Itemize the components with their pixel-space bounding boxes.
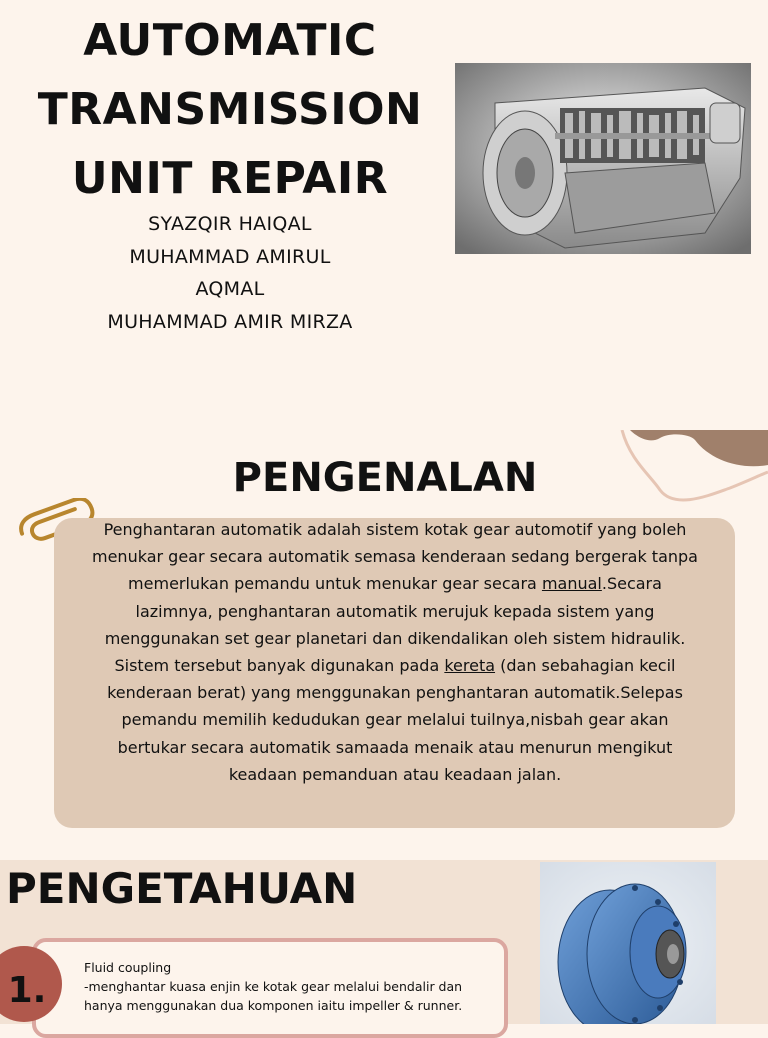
decorative-blob [600, 430, 768, 505]
title-line: UNIT REPAIR [71, 153, 389, 204]
intro-paragraph [90, 516, 700, 788]
author-name: MUHAMMAD AMIRUL [129, 245, 331, 268]
author-name: AQMAL [195, 278, 265, 300]
item-title: Fluid coupling [84, 960, 172, 975]
author-name: SYAZQIR HAIQAL [148, 213, 312, 235]
knowledge-card-text [84, 958, 504, 1015]
kereta-link[interactable]: kereta [444, 656, 496, 676]
section-heading: PENGENALAN [232, 455, 538, 501]
intro-text-part: Penghantaran automatik adalah sistem kotak gear automotif yang boleh menukar gear secara automatik semasa kenderaan sedang bergerak tanpa memerlukan pemandu untuk menukar gear secara [92, 520, 698, 594]
title-line: AUTOMATIC [83, 15, 377, 66]
transmission-cutaway-photo [455, 63, 751, 254]
intro-text-part: (dan sebahagian kecil kenderaan berat) yang menggunakan penghantaran automatik.Selepas pemandu memilih kedudukan gear melalui tuilnya,nisbah gear akan bertukar secara automatik samaada menaik atau menurun mengikut keadaan pemanduan atau keadaan jalan. [107, 656, 683, 784]
document-title [20, 6, 440, 213]
author-name: MUHAMMAD AMIR MIRZA [107, 310, 353, 333]
author-list [40, 208, 420, 338]
manual-link[interactable]: manual [541, 574, 602, 594]
intro-text-part: .Secara lazimnya, penghantaran automatik merujuk kepada sistem yang menggunakan set gear planetari dan dikendalikan oleh sistem hidraulik. Sistem tersebut banyak digunakan pada [104, 574, 686, 676]
title-line: TRANSMISSION [37, 84, 423, 135]
fluid-coupling-photo [540, 862, 716, 1024]
item-number: 1. [7, 970, 47, 1011]
section-heading: PENGETAHUAN [6, 864, 358, 913]
item-body: -menghantar kuasa enjin ke kotak gear melalui bendalir dan hanya menggunakan dua komponen iaitu impeller & runner. [84, 979, 463, 1013]
